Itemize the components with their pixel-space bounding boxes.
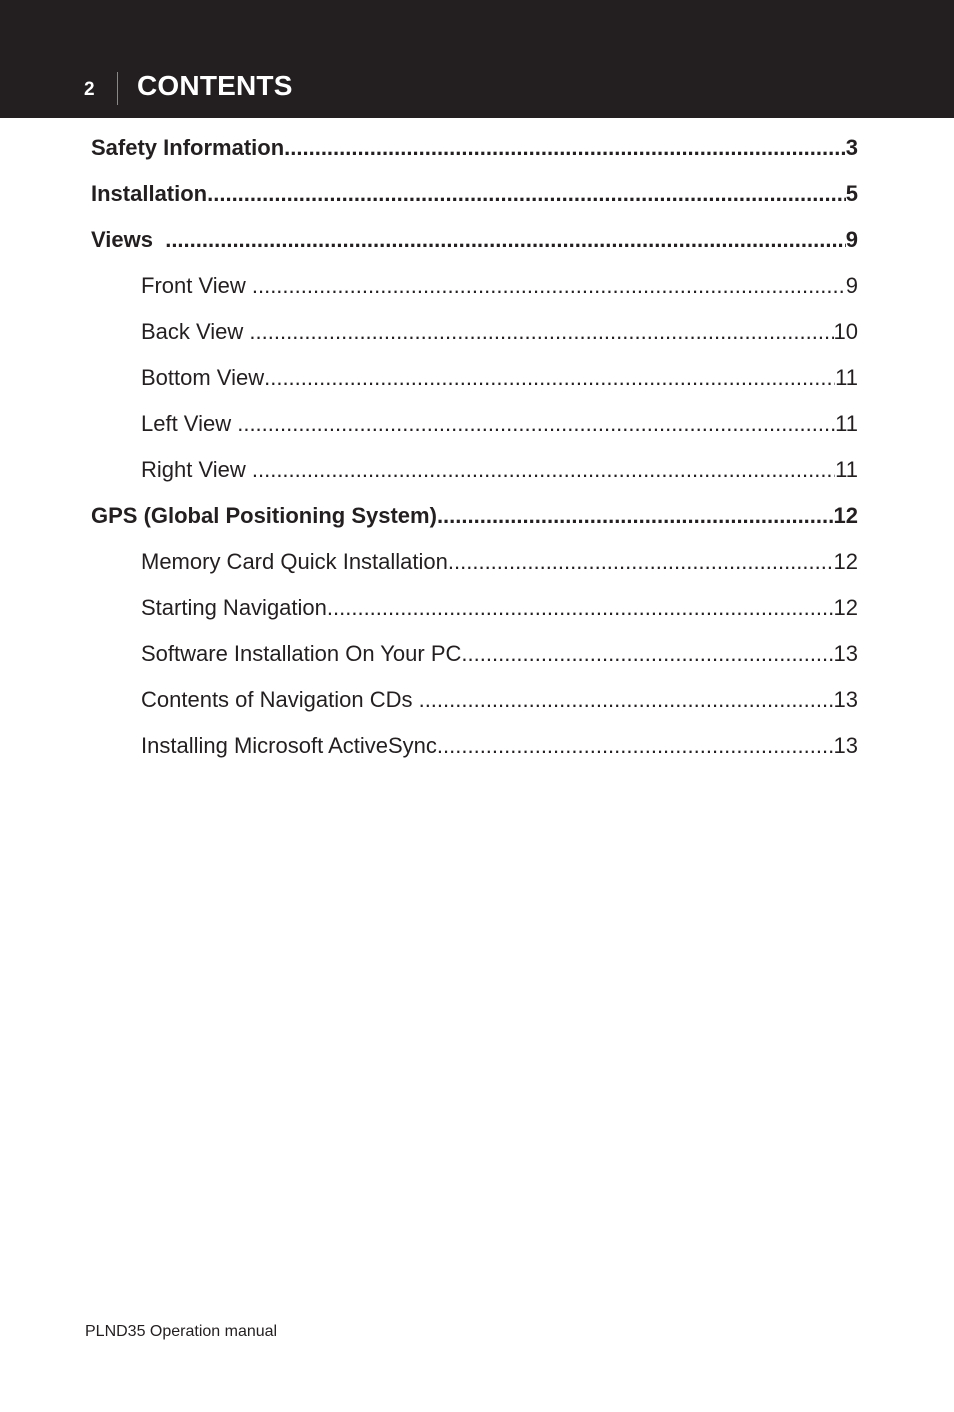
- toc-entry-starting-navigation[interactable]: [91, 588, 858, 634]
- toc-entry-page: 12: [833, 549, 858, 574]
- toc-entry-left-view[interactable]: [91, 404, 858, 450]
- toc-entry-title: Left View: [141, 411, 238, 436]
- toc-entry-installing-microsoft-activesync[interactable]: [91, 726, 858, 772]
- toc-entry-title: Contents of Navigation CDs: [141, 687, 419, 712]
- toc-entry-views[interactable]: [91, 220, 858, 266]
- toc-dot-leader: [264, 358, 835, 398]
- toc-entry-title: Installation: [91, 181, 208, 206]
- toc-entry-page: 13: [833, 733, 858, 758]
- toc-entry-page: 9: [845, 273, 858, 298]
- toc-dot-leader: [249, 312, 833, 352]
- toc-dot-leader: [437, 496, 834, 536]
- toc-entry-page: 13: [833, 641, 858, 666]
- toc-entry-installation[interactable]: [91, 174, 858, 220]
- toc-entry-title: Safety Information: [91, 135, 285, 160]
- toc-dot-leader: [461, 634, 833, 674]
- toc-entry-page: 13: [833, 687, 858, 712]
- footer-manual-title: PLND35 Operation manual: [85, 1323, 278, 1340]
- toc-entry-title: Right View: [141, 457, 252, 482]
- toc-entry-title: Software Installation On Your PC: [141, 641, 462, 666]
- toc-entry-bottom-view[interactable]: [91, 358, 858, 404]
- toc-dot-leader: [448, 542, 834, 582]
- toc-entry-page: 11: [835, 365, 858, 390]
- toc-dot-leader: [252, 266, 846, 306]
- toc-entry-title: GPS (Global Positioning System): [91, 503, 437, 528]
- toc-entry-gps[interactable]: [91, 496, 858, 542]
- toc-dot-leader: [284, 128, 846, 168]
- toc-entry-page: 11: [835, 457, 858, 482]
- toc-entry-title: Starting Navigation: [141, 595, 327, 620]
- toc-entry-page: 3: [845, 135, 858, 160]
- toc-entry-title: Back View: [141, 319, 250, 344]
- toc-entry-front-view[interactable]: [91, 266, 858, 312]
- toc-entry-memory-card-quick-installation[interactable]: [91, 542, 858, 588]
- toc-entry-title: Installing Microsoft ActiveSync: [141, 733, 437, 758]
- toc-entry-title: Memory Card Quick Installation: [141, 549, 448, 574]
- toc-dot-leader: [252, 450, 835, 490]
- toc-entry-page: 11: [835, 411, 858, 436]
- toc-entry-title: Views: [91, 227, 166, 252]
- toc-dot-leader: [437, 726, 834, 766]
- toc-entry-page: 12: [833, 503, 858, 528]
- toc-entry-page: 12: [833, 595, 858, 620]
- toc-dot-leader: [327, 588, 834, 628]
- toc-entry-title: Front View: [141, 273, 252, 298]
- header-bar: [0, 0, 954, 118]
- toc-entry-page: 9: [845, 227, 858, 252]
- toc-dot-leader: [165, 220, 846, 260]
- toc-entry-software-installation[interactable]: [91, 634, 858, 680]
- toc-entry-title: Bottom View: [141, 365, 265, 390]
- page-title: CONTENTS: [137, 70, 293, 101]
- table-of-contents: [91, 128, 858, 772]
- toc-dot-leader: [419, 680, 834, 720]
- toc-entry-contents-of-navigation-cds[interactable]: [91, 680, 858, 726]
- toc-entry-safety-information[interactable]: [91, 128, 858, 174]
- toc-entry-back-view[interactable]: [91, 312, 858, 358]
- toc-entry-page: 10: [833, 319, 858, 344]
- toc-dot-leader: [237, 404, 835, 444]
- toc-entry-page: 5: [845, 181, 858, 206]
- toc-dot-leader: [207, 174, 846, 214]
- page-number: 2: [84, 79, 95, 100]
- header-divider: [117, 72, 118, 105]
- toc-entry-right-view[interactable]: [91, 450, 858, 496]
